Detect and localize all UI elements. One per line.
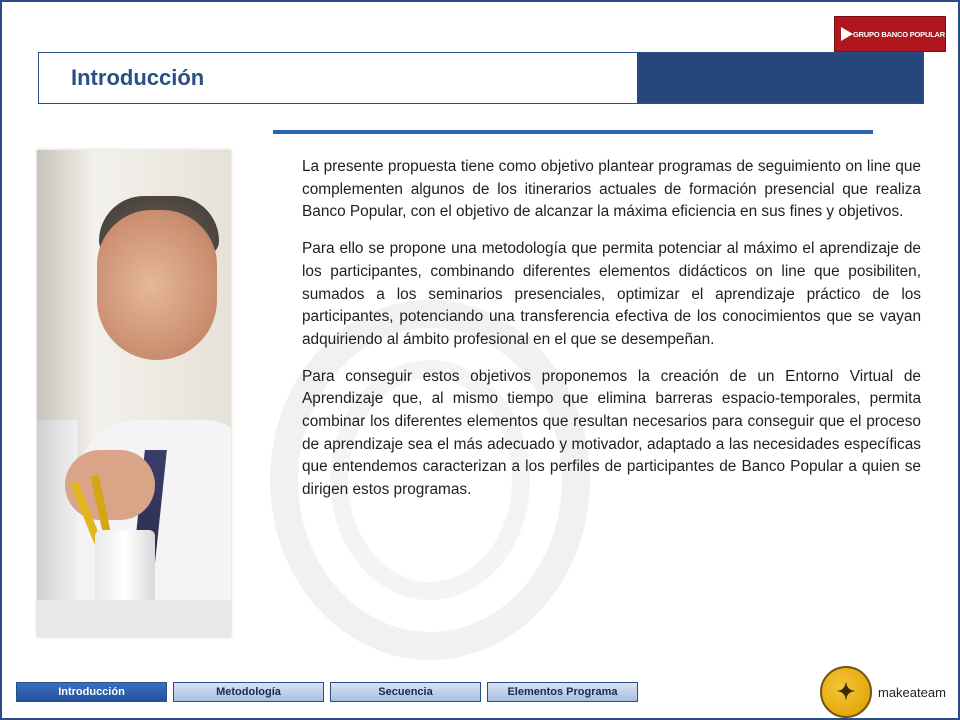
intro-paragraph-3: Para conseguir estos objetivos proponemos la creación de un Entorno Virtual de Aprendizaje que, al mismo tiempo que elimina barreras espacio-temporales, permita combinar los diferentes elementos que resultan necesarios para conseguir que el proceso de aprendizaje sea el más adecuado y motivador, adaptado a las necesidades específicas que entendemos caracterizan a los perfiles de participantes de Banco Popular a quien se dirigen estos programas. bbox=[302, 367, 921, 499]
logo-text: GRUPO BANCO POPULAR bbox=[852, 29, 945, 39]
makeateam-logo-text: makeateam bbox=[878, 685, 946, 700]
logo-arrow-icon bbox=[841, 27, 850, 41]
tab-metodologia[interactable]: Metodología bbox=[173, 682, 324, 702]
title-bar bbox=[38, 52, 924, 104]
grupo-banco-popular-logo bbox=[834, 16, 946, 52]
makeateam-logo-icon: ✦ bbox=[820, 666, 872, 718]
tab-introduccion[interactable]: Introducción bbox=[16, 682, 167, 702]
businessman-photo bbox=[37, 150, 231, 637]
intro-paragraph-1: La presente propuesta tiene como objetivo plantear programas de seguimiento on line que complementen algunos de los itinerarios actuales de formación presencial que realiza Banco Popular, con el objetivo de alcanzar la máxima eficiencia en sus fines y objetivos. bbox=[302, 158, 921, 221]
bottom-navigation bbox=[16, 682, 638, 702]
title-bar-accent bbox=[637, 53, 923, 103]
intro-paragraph-2: Para ello se propone una metodología que permita potenciar al máximo el aprendizaje de los participantes, combinando diferentes elementos didácticos on line que posibiliten, sumados a los seminarios presenciales, optimizar el aprendizaje práctico de los participantes, potenciando una transferencia efectiva de los conocimientos que se vayan adquiriendo al ámbito profesional en el que se desempeñan. bbox=[302, 240, 921, 348]
tab-secuencia[interactable]: Secuencia bbox=[330, 682, 481, 702]
page-title: Introducción bbox=[71, 65, 205, 90]
tab-elementos-programa[interactable]: Elementos Programa bbox=[487, 682, 638, 702]
intro-text bbox=[302, 156, 921, 516]
section-divider bbox=[273, 130, 873, 134]
